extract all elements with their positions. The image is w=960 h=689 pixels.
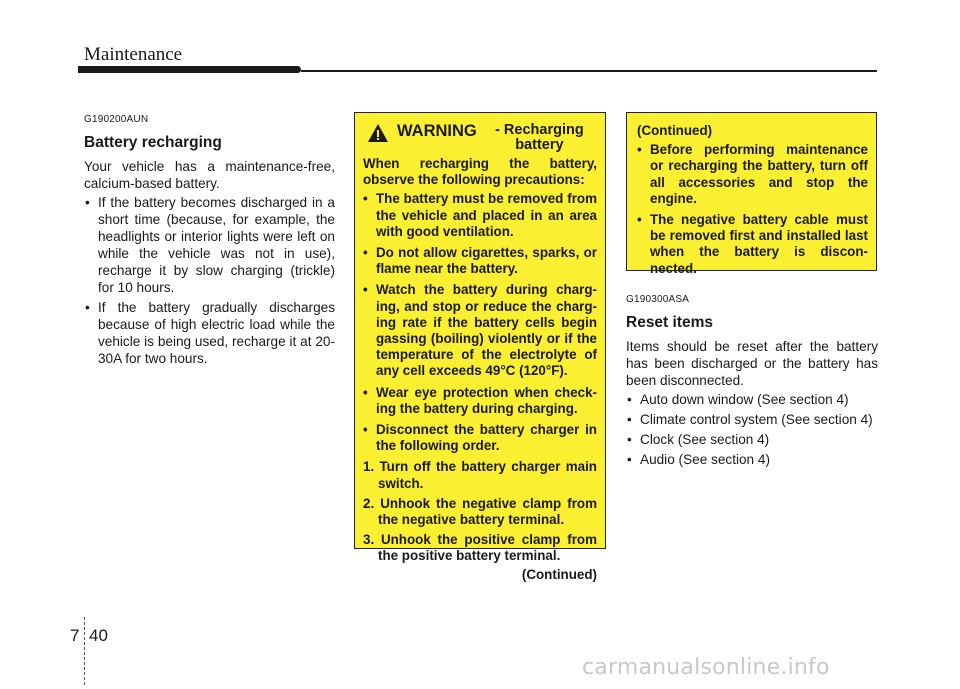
warning-box (354, 112, 606, 582)
warning-title-row (363, 123, 597, 153)
section-code: G190200AUN (84, 114, 149, 125)
list-item: • Audio (See section 4) (626, 451, 878, 468)
warning-intro: When recharging the battery, observe the following precautions: (363, 156, 597, 188)
warning-steps (363, 459, 597, 564)
list-item: 3. Unhook the positive clamp from the positive battery terminal. (363, 532, 597, 564)
list-item: • Do not allow cigarettes, sparks, or flame near the battery. (363, 245, 597, 277)
section-heading: Battery recharging (84, 134, 222, 151)
section-code: G190300ASA (626, 294, 690, 305)
battery-recharging-section (84, 111, 335, 370)
list-item: • If the battery becomes discharged in a short time (because, for example, the headlights or interior lights were left on while the vehicle was not in use), recharge it by slow charging (trickle) for 10 hours. (84, 194, 335, 296)
list-item: • Before performing maintenance or recharging the battery, turn off all accessories and stop the engine. (637, 142, 868, 207)
reset-items-section (626, 291, 878, 471)
list-item: • Disconnect the battery charger in the following order. (363, 422, 597, 454)
warning-bullets (363, 191, 597, 454)
watermark: carmanualsonline.info (582, 655, 830, 680)
header-rule (301, 70, 877, 72)
list-item: • Clock (See section 4) (626, 431, 878, 448)
header-bar (78, 66, 301, 73)
list-item: • Auto down window (See section 4) (626, 391, 878, 408)
list-item: • Watch the battery during charg-ing, and stop or reduce the charg-ing rate if the battery cells begin gassing (boiling) violently or if the temperature of the electrolyte of any cell exceeds 49°C (120°F). (363, 282, 597, 379)
continued-warning-box (626, 112, 877, 276)
list-item: • The negative battery cable must be removed first and installed last when the battery is discon-nected. (637, 212, 868, 277)
warning-subtitle: - Recharging battery (495, 122, 584, 153)
page-number: 40 (89, 626, 108, 645)
section-intro: Items should be reset after the battery has been discharged or the battery has been disconnected. (626, 339, 878, 388)
reset-items-list (626, 391, 878, 468)
warning-triangle-icon (367, 123, 389, 143)
continued-label: (Continued) (637, 123, 713, 138)
bullet-list (84, 194, 335, 367)
list-item: 2. Unhook the negative clamp from the negative battery terminal. (363, 495, 597, 528)
list-item: • If the battery gradually discharges because of high electric load while the vehicle is being used, recharge it at 20-30A for two hours. (84, 299, 335, 367)
section-number: 7 (70, 626, 80, 645)
continued-bullets (637, 142, 868, 277)
list-item: • Climate control system (See section 4) (626, 411, 878, 428)
page-header-title: Maintenance (84, 44, 183, 65)
footer-divider (84, 617, 85, 685)
continued-label: (Continued) (521, 566, 597, 582)
list-item: • The battery must be removed from the vehicle and placed in an area with good ventilation. (363, 191, 597, 240)
list-item: 1. Turn off the battery charger main switch. (363, 459, 597, 491)
section-intro: Your vehicle has a maintenance-free, calcium-based battery. (84, 159, 335, 191)
section-heading: Reset items (626, 314, 714, 331)
list-item: • Wear eye protection when check-ing the battery during charging. (363, 385, 597, 417)
warning-label: WARNING (397, 122, 477, 140)
